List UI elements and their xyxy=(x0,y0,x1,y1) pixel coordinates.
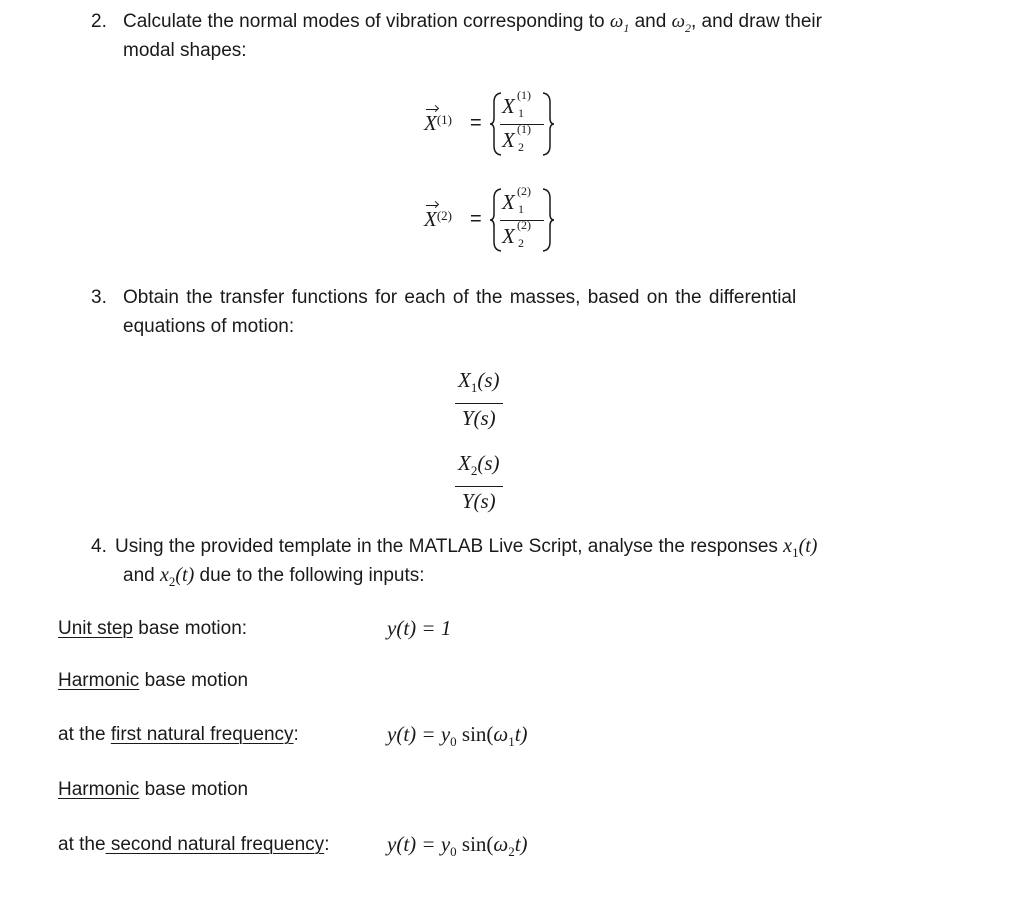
mode1-bottom: X (1) 2 xyxy=(502,122,531,154)
q4-line2-end: due to the following inputs: xyxy=(199,565,425,586)
mode2-equals: = xyxy=(470,208,482,230)
q4-number: 4. xyxy=(91,536,107,557)
harmonic2-equation: $y(t) = y_0$ $\sin(\omega_2t)$ xyxy=(387,832,528,860)
transfer-function-2 xyxy=(455,451,503,513)
mode2-lhs: $X^{(2)}$ xyxy=(424,207,452,231)
harmonic1-label: Harmonic base motion xyxy=(58,670,249,691)
mode2-right-brace xyxy=(542,188,554,252)
tf2-numerator: $X_2(s)$ xyxy=(455,451,503,487)
q4-line2 xyxy=(123,561,425,596)
q2-omega2: $\omega_2$ xyxy=(671,11,691,35)
harmonic2-sublabel: at the second natural frequency: xyxy=(58,834,330,855)
tf2-denominator: Y(s) xyxy=(461,489,496,514)
q2-text: Calculate the normal modes of vibration corresponding to xyxy=(123,11,605,32)
q4-and: and xyxy=(123,565,155,586)
q2-omega1: $\omega_1$ xyxy=(609,11,630,35)
mode2-bottom: X (2) 2 xyxy=(502,218,531,250)
mode1-lhs: $X^{(1)}$ xyxy=(424,111,452,135)
mode1-equals: = xyxy=(470,112,482,134)
mode1-right-brace xyxy=(542,92,554,156)
mode1-top: X (1) 1 xyxy=(502,88,531,120)
q4-x2: $x_2(t)$ xyxy=(159,564,195,589)
harmonic1-equation: $y(t) = y_0$ $\sin(\omega_1t)$ xyxy=(387,722,528,750)
step-label: Unit step base motion: xyxy=(58,618,248,639)
q3-number: 3. xyxy=(91,287,107,308)
q2-number: 2. xyxy=(91,11,107,32)
q3-line2: equations of motion: xyxy=(123,316,295,337)
q4-x1: $x_1(t)$ xyxy=(783,535,818,560)
mode1-equation xyxy=(424,88,554,160)
step-equation: y(t) = 1 xyxy=(387,616,452,640)
mode2-equation xyxy=(424,184,554,256)
q2-line1-end: , and draw their xyxy=(691,11,822,32)
mode2-top: X (2) 1 xyxy=(502,184,531,216)
q2-line2: modal shapes: xyxy=(123,40,247,61)
tf1-denominator: Y(s) xyxy=(461,406,496,431)
harmonic2-label: Harmonic base motion xyxy=(58,779,249,800)
harmonic1-sublabel: at the first natural frequency: xyxy=(58,724,299,745)
transfer-function-1 xyxy=(455,368,503,430)
tf1-numerator: $X_1(s)$ xyxy=(455,368,503,404)
q3-line1: Obtain the transfer functions for each of the masses, based on the differential xyxy=(123,287,797,308)
q4-text: Using the provided template in the MATLAB Live Script, analyse the responses xyxy=(115,536,778,557)
q2-and: and xyxy=(634,11,667,32)
